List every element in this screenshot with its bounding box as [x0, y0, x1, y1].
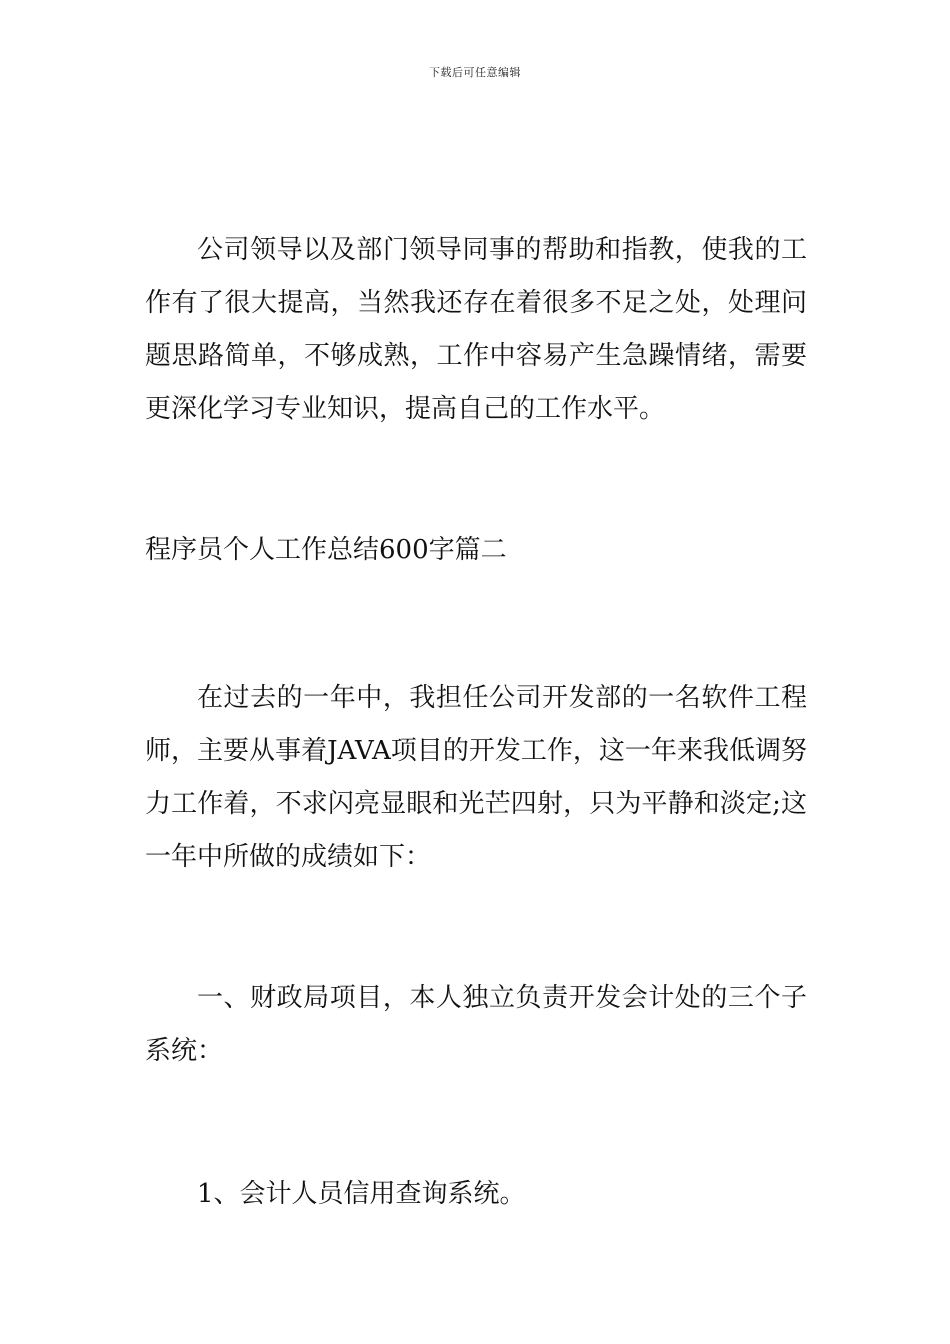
section-title: 程序员个人工作总结600字篇二	[145, 535, 507, 565]
list-item: 1、会计人员信用查询系统。	[197, 1179, 526, 1209]
page-header-note: 下载后可任意编辑	[429, 66, 521, 79]
body-paragraph: 在过去的一年中，我担任公司开发部的一名软件工程师，主要从事着JAVA项目的开发工作，这一年来我低调努力工作着，不求闪亮显眼和光芒四射，只为平静和淡定;这一年中所做的成绩如下：	[145, 683, 807, 872]
body-paragraph: 一、财政局项目，本人独立负责开发会计处的三个子系统：	[145, 983, 807, 1066]
body-paragraph: 公司领导以及部门领导同事的帮助和指教，使我的工作有了很大提高，当然我还存在着很多不足之处，处理问题思路简单，不够成熟，工作中容易产生急躁情绪，需要更深化学习专业知识，提高自己的工作水平。	[145, 235, 807, 424]
